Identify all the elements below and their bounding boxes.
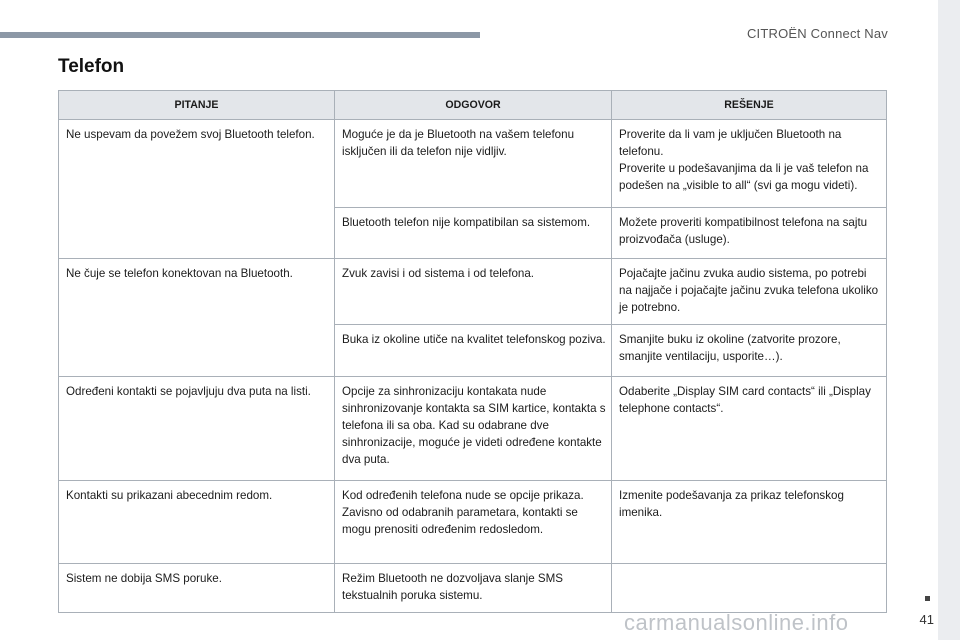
- solution-cell: Proverite da li vam je uključen Bluetooth na telefonu. Proverite u podešavanjima da li je vaš telefon na podešen na „visible to all“ (svi ga mogu videti).: [612, 120, 887, 208]
- table-row: [59, 325, 887, 377]
- footer-dot: [925, 596, 930, 601]
- page-number: 41: [919, 612, 934, 627]
- side-strip: [938, 0, 960, 640]
- table-row: [59, 377, 887, 481]
- question-cell: Sistem ne dobija SMS poruke.: [59, 564, 335, 613]
- answer-cell: Zvuk zavisi i od sistema i od telefona.: [335, 259, 612, 325]
- solution-cell: Izmenite podešavanja za prikaz telefonskog imenika.: [612, 481, 887, 564]
- column-header-answer: ODGOVOR: [335, 91, 612, 120]
- watermark: carmanualsonline.info: [624, 610, 849, 635]
- table-row: [59, 208, 887, 259]
- page-title: Telefon: [58, 56, 125, 77]
- question-cell: Određeni kontakti se pojavljuju dva puta na listi.: [59, 377, 335, 481]
- faq-table: [58, 90, 887, 613]
- header-rule: [0, 32, 480, 38]
- answer-cell: Opcije za sinhronizaciju kontakata nude sinhronizovanje kontakta sa SIM kartice, kontakta s telefona ili sa oba. Kad su odabrane dve sinhronizacije, moguće je videti određene kontakte dva puta.: [335, 377, 612, 481]
- question-cell: Ne čuje se telefon konektovan na Bluetooth.: [59, 259, 335, 325]
- table-header-row: [59, 91, 887, 120]
- table-row: [59, 120, 887, 208]
- solution-cell: Možete proveriti kompatibilnost telefona na sajtu proizvođača (usluge).: [612, 208, 887, 259]
- brand-label: CITROËN Connect Nav: [746, 26, 888, 41]
- question-cell: Ne uspevam da povežem svoj Bluetooth telefon.: [59, 120, 335, 208]
- solution-cell: Smanjite buku iz okoline (zatvorite prozore, smanjite ventilaciju, usporite…).: [612, 325, 887, 377]
- solution-cell: Pojačajte jačinu zvuka audio sistema, po potrebi na najjače i pojačajte jačinu zvuka telefona ukoliko je potrebno.: [612, 259, 887, 325]
- table-row: [59, 564, 887, 613]
- answer-cell: Buka iz okoline utiče na kvalitet telefonskog poziva.: [335, 325, 612, 377]
- solution-cell: [612, 564, 887, 613]
- answer-cell: Režim Bluetooth ne dozvoljava slanje SMS tekstualnih poruka sistemu.: [335, 564, 612, 613]
- solution-cell: Odaberite „Display SIM card contacts“ ili „Display telephone contacts“.: [612, 377, 887, 481]
- question-cell: [59, 325, 335, 377]
- question-cell: [59, 208, 335, 259]
- answer-cell: Bluetooth telefon nije kompatibilan sa sistemom.: [335, 208, 612, 259]
- column-header-question: PITANJE: [59, 91, 335, 120]
- table-row: [59, 259, 887, 325]
- table-row: [59, 481, 887, 564]
- question-cell: Kontakti su prikazani abecednim redom.: [59, 481, 335, 564]
- answer-cell: Kod određenih telefona nude se opcije prikaza. Zavisno od odabranih parametara, kontakti se mogu prenositi određenim redosledom.: [335, 481, 612, 564]
- answer-cell: Moguće je da je Bluetooth na vašem telefonu isključen ili da telefon nije vidljiv.: [335, 120, 612, 208]
- column-header-solution: REŠENJE: [612, 91, 887, 120]
